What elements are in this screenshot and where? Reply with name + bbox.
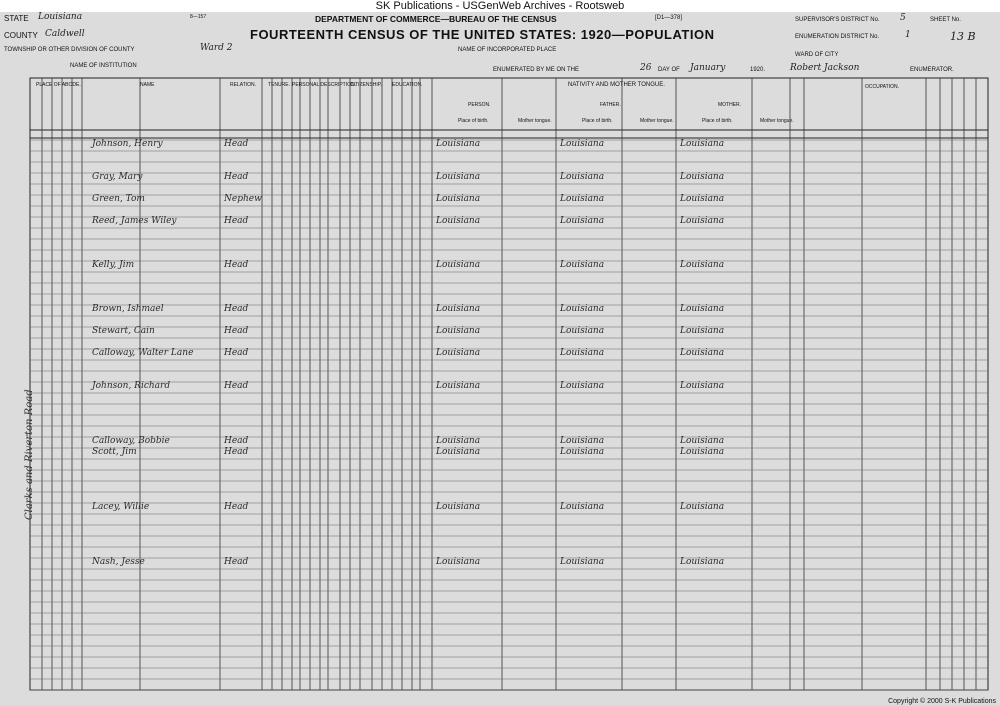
township-label: TOWNSHIP OR OTHER DIVISION OF COUNTY bbox=[4, 47, 135, 53]
sub-mother: MOTHER. bbox=[718, 102, 742, 108]
entry-birthplace: Louisiana bbox=[436, 326, 481, 336]
entry-father-birthplace: Louisiana bbox=[560, 139, 605, 149]
group-education: EDUCATION. bbox=[392, 82, 423, 88]
entry-relation: Nephew bbox=[224, 194, 262, 204]
entry-name: Johnson, Henry bbox=[92, 139, 163, 149]
entry-name: Johnson, Richard bbox=[92, 381, 171, 391]
institution-label: NAME OF INSTITUTION bbox=[70, 63, 137, 69]
entry-mother-birthplace: Louisiana bbox=[680, 216, 725, 226]
entry-birthplace: Louisiana bbox=[436, 348, 481, 358]
ident-code: [D1—378] bbox=[655, 15, 683, 21]
mother-birth-label: Place of birth. bbox=[702, 118, 733, 124]
entry-birthplace: Louisiana bbox=[436, 502, 481, 512]
group-name: NAME bbox=[140, 82, 155, 88]
enumerated-year: 1920. bbox=[750, 67, 766, 73]
enumeration-label: ENUMERATION DISTRICT No. bbox=[795, 34, 880, 40]
entry-mother-birthplace: Louisiana bbox=[680, 172, 725, 182]
entry-birthplace: Louisiana bbox=[436, 216, 481, 226]
grid-border bbox=[30, 78, 988, 690]
group-nativity: NATIVITY AND MOTHER TONGUE. bbox=[568, 82, 665, 88]
state-label: STATE bbox=[4, 14, 29, 23]
entry-father-birthplace: Louisiana bbox=[560, 326, 605, 336]
entry-relation: Head bbox=[224, 502, 249, 512]
entry-mother-birthplace: Louisiana bbox=[680, 139, 725, 149]
sub-person: PERSON. bbox=[468, 102, 491, 108]
entry-father-birthplace: Louisiana bbox=[560, 447, 605, 457]
entry-name: Calloway, Walter Lane bbox=[92, 348, 194, 358]
entry-birthplace: Louisiana bbox=[436, 447, 481, 457]
entry-name: Nash, Jesse bbox=[92, 557, 145, 567]
sheet-value: 13 B bbox=[950, 30, 976, 43]
entry-name: Brown, Ishmael bbox=[92, 304, 164, 314]
margin-note: Clarks and Riverton Road bbox=[24, 389, 35, 520]
entry-relation: Head bbox=[224, 348, 249, 358]
day-of-label: DAY OF bbox=[658, 67, 680, 73]
group-place-of-abode: PLACE OF ABODE. bbox=[36, 82, 81, 88]
entry-relation: Head bbox=[224, 139, 249, 149]
entry-mother-birthplace: Louisiana bbox=[680, 326, 725, 336]
township-value: Ward 2 bbox=[200, 43, 233, 53]
entry-relation: Head bbox=[224, 172, 249, 182]
supervisor-label: SUPERVISOR'S DISTRICT No. bbox=[795, 17, 880, 23]
entry-name: Gray, Mary bbox=[92, 172, 143, 182]
entry-mother-birthplace: Louisiana bbox=[680, 304, 725, 314]
sub-father: FATHER. bbox=[600, 102, 621, 108]
entry-birthplace: Louisiana bbox=[436, 557, 481, 567]
entry-birthplace: Louisiana bbox=[436, 436, 481, 446]
entry-name: Green, Tom bbox=[92, 194, 145, 204]
entry-relation: Head bbox=[224, 326, 249, 336]
enumeration-value: 1 bbox=[905, 30, 911, 40]
person-birth-label: Place of birth. bbox=[458, 118, 489, 124]
entry-relation: Head bbox=[224, 304, 249, 314]
department-title: DEPARTMENT OF COMMERCE—BUREAU OF THE CENSUS bbox=[315, 14, 557, 24]
enumerated-label: ENUMERATED BY ME ON THE bbox=[493, 67, 580, 73]
entry-mother-birthplace: Louisiana bbox=[680, 381, 725, 391]
entry-mother-birthplace: Louisiana bbox=[680, 502, 725, 512]
state-value: Louisiana bbox=[38, 12, 83, 22]
entry-father-birthplace: Louisiana bbox=[560, 348, 605, 358]
entry-birthplace: Louisiana bbox=[436, 304, 481, 314]
entry-birthplace: Louisiana bbox=[436, 172, 481, 182]
entry-father-birthplace: Louisiana bbox=[560, 194, 605, 204]
entry-birthplace: Louisiana bbox=[436, 381, 481, 391]
person-tongue-label: Mother tongue. bbox=[518, 118, 552, 124]
incorporated-label: NAME OF INCORPORATED PLACE bbox=[458, 47, 557, 53]
entry-mother-birthplace: Louisiana bbox=[680, 557, 725, 567]
county-value: Caldwell bbox=[45, 29, 85, 39]
entry-name: Calloway, Bobbie bbox=[92, 436, 170, 446]
entry-father-birthplace: Louisiana bbox=[560, 436, 605, 446]
enumerator-name: Robert Jackson bbox=[790, 63, 860, 73]
entry-relation: Head bbox=[224, 381, 249, 391]
group-occupation: OCCUPATION. bbox=[865, 84, 899, 90]
entry-birthplace: Louisiana bbox=[436, 194, 481, 204]
entry-father-birthplace: Louisiana bbox=[560, 557, 605, 567]
group-relation: RELATION. bbox=[230, 82, 257, 88]
entry-mother-birthplace: Louisiana bbox=[680, 194, 725, 204]
enumerator-label: ENUMERATOR. bbox=[910, 67, 954, 73]
entry-name: Scott, Jim bbox=[92, 447, 137, 457]
entry-mother-birthplace: Louisiana bbox=[680, 348, 725, 358]
enumerated-month: January bbox=[690, 63, 726, 73]
mother-tongue-label: Mother tongue. bbox=[760, 118, 794, 124]
entry-relation: Head bbox=[224, 436, 249, 446]
entry-birthplace: Louisiana bbox=[436, 139, 481, 149]
entry-father-birthplace: Louisiana bbox=[560, 216, 605, 226]
group-citizenship: CITIZENSHIP. bbox=[350, 82, 382, 88]
entry-relation: Head bbox=[224, 557, 249, 567]
entry-name: Kelly, Jim bbox=[92, 260, 135, 270]
site-banner: SK Publications - USGenWeb Archives - Rootsweb bbox=[0, 0, 1000, 12]
entry-mother-birthplace: Louisiana bbox=[680, 436, 725, 446]
entry-name: Reed, James Wiley bbox=[92, 216, 177, 226]
father-tongue-label: Mother tongue. bbox=[640, 118, 674, 124]
group-personal-description: PERSONAL DESCRIPTION. bbox=[292, 82, 356, 88]
entry-relation: Head bbox=[224, 447, 249, 457]
entry-relation: Head bbox=[224, 216, 249, 226]
entry-mother-birthplace: Louisiana bbox=[680, 447, 725, 457]
entry-name: Lacey, Willie bbox=[92, 502, 150, 512]
group-tenure: TENURE. bbox=[268, 82, 290, 88]
entry-father-birthplace: Louisiana bbox=[560, 502, 605, 512]
entry-name: Stewart, Cain bbox=[92, 326, 155, 336]
entry-father-birthplace: Louisiana bbox=[560, 381, 605, 391]
father-birth-label: Place of birth. bbox=[582, 118, 613, 124]
form-number: 8—157 bbox=[190, 14, 207, 20]
ward-label: WARD OF CITY bbox=[795, 52, 839, 58]
entry-mother-birthplace: Louisiana bbox=[680, 260, 725, 270]
copyright: Copyright © 2000 S-K Publications bbox=[888, 698, 996, 705]
entry-father-birthplace: Louisiana bbox=[560, 304, 605, 314]
entry-birthplace: Louisiana bbox=[436, 260, 481, 270]
census-title: FOURTEENTH CENSUS OF THE UNITED STATES: 1920—POPULATION bbox=[250, 27, 715, 42]
entry-relation: Head bbox=[224, 260, 249, 270]
sheet-label: SHEET No. bbox=[930, 17, 961, 23]
county-label: COUNTY bbox=[4, 31, 38, 40]
entry-father-birthplace: Louisiana bbox=[560, 172, 605, 182]
supervisor-value: 5 bbox=[900, 13, 906, 23]
enumerated-day: 26 bbox=[640, 63, 652, 73]
entry-father-birthplace: Louisiana bbox=[560, 260, 605, 270]
